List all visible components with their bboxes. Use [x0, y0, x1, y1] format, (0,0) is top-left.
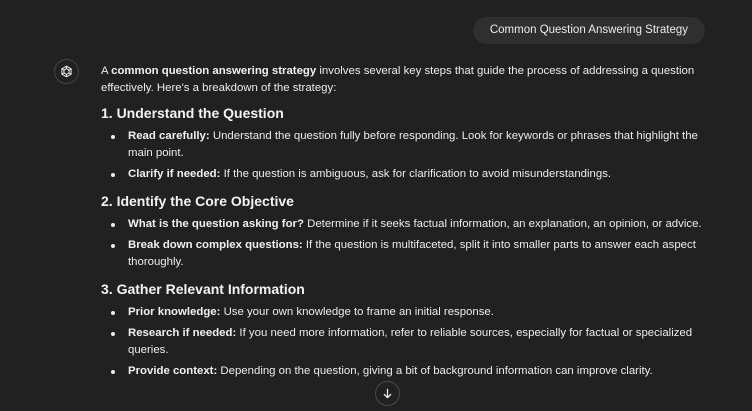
intro-bold-phrase: common question answering strategy [111, 65, 317, 77]
item-term: Provide context: [128, 365, 218, 377]
list-item [101, 166, 711, 183]
item-text: Use your own knowledge to frame an initial response. [220, 306, 494, 318]
item-term: Research if needed: [128, 327, 237, 339]
item-text: If the question is multifaceted, split it into smaller parts to answer each aspect thoroughly. [128, 239, 696, 268]
item-text: Determine if it seeks factual information, an explanation, an opinion, or advice. [303, 218, 702, 230]
section-heading: 2. Identify the Core Objective [101, 193, 294, 209]
arrow-down-icon [382, 388, 393, 399]
assistant-response [101, 63, 711, 389]
list-item [101, 304, 711, 321]
item-text: If you need more information, refer to reliable sources, especially for factual or specialized queries. [128, 327, 693, 356]
openai-logo-icon [59, 64, 74, 79]
item-term: Read carefully: [128, 130, 210, 142]
section-heading: 1. Understand the Question [101, 105, 284, 121]
item-term: Clarify if needed: [128, 168, 221, 180]
intro-text-end: involves several key steps that guide the process of addressing a question effectively. Here's a breakdown of the strategy: [101, 65, 695, 94]
item-text: Understand the question fully before responding. Look for keywords or phrases that highlight the main point. [128, 130, 698, 159]
user-message-bubble: Common Question Answering Strategy [473, 17, 705, 44]
scroll-to-bottom-button[interactable] [375, 381, 400, 406]
bullet-list [101, 128, 711, 183]
response-intro [101, 63, 711, 97]
list-item [101, 363, 711, 380]
section-heading: 3. Gather Relevant Information [101, 281, 305, 297]
item-text: Depending on the question, giving a bit of background information can improve clarity. [217, 365, 653, 377]
item-term: Prior knowledge: [128, 306, 221, 318]
list-item [101, 237, 711, 271]
item-text: If the question is ambiguous, ask for clarification to avoid misunderstandings. [220, 168, 612, 180]
bullet-list [101, 304, 711, 380]
assistant-avatar [54, 59, 79, 84]
list-item [101, 128, 711, 162]
item-term: Break down complex questions: [128, 239, 303, 251]
list-item [101, 325, 711, 359]
intro-text-start: A [101, 65, 112, 77]
bullet-list [101, 216, 711, 271]
item-term: What is the question asking for? [128, 218, 304, 230]
list-item [101, 216, 711, 233]
